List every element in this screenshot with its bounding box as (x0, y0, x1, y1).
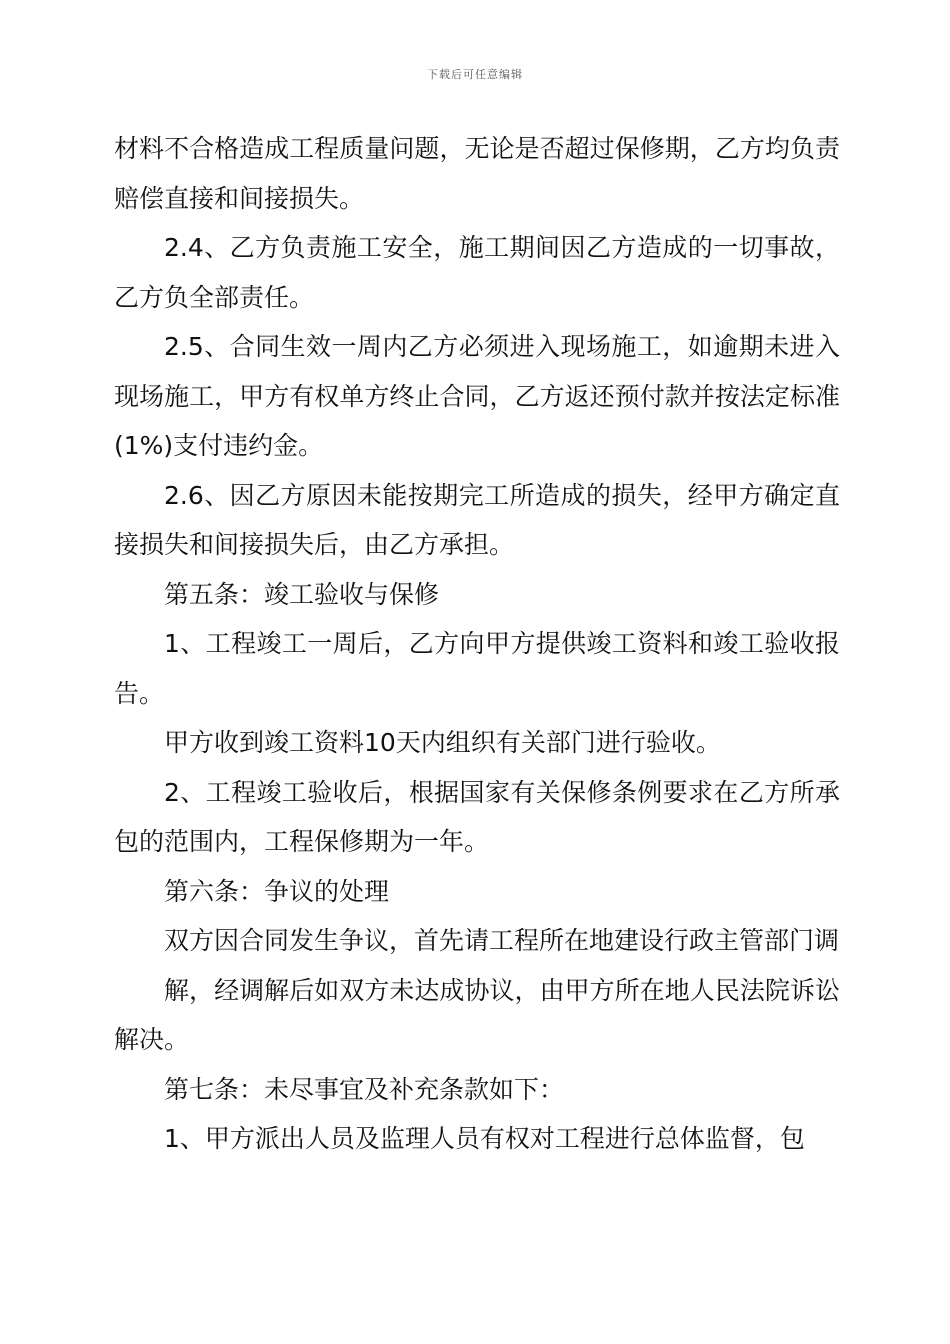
article-5-heading: 第五条：竣工验收与保修 (164, 579, 440, 609)
clause-2-6: 2.6、因乙方原因未能按期完工所造成的损失，经甲方确定直接损失和间接损失后，由乙方承担。 (114, 480, 840, 559)
article-7-item-1: 1、甲方派出人员及监理人员有权对工程进行总体监督，包 (164, 1124, 805, 1153)
page-header: 下载后可任意编辑 (427, 68, 523, 81)
paragraph: 甲方收到竣工资料10天内组织有关部门进行验收。 (164, 728, 721, 757)
article-6-heading: 第六条：争议的处理 (164, 876, 390, 906)
article-5-item-2: 2、工程竣工验收后，根据国家有关保修条例要求在乙方所承包的范围内，工程保修期为一年。 (114, 777, 840, 856)
article-5-item-1: 1、工程竣工一周后，乙方向甲方提供竣工资料和竣工验收报告。 (114, 629, 840, 708)
clause-2-5: 2.5、合同生效一周内乙方必须进入现场施工，如逾期未进入现场施工，甲方有权单方终止合同，乙方返还预付款并按法定标准(1%)支付违约金。 (114, 332, 840, 460)
article-7-heading: 第七条：未尽事宜及补充条款如下： (164, 1074, 565, 1104)
clause-2-4: 2.4、乙方负责施工安全，施工期间因乙方造成的一切事故，乙方负全部责任。 (114, 233, 840, 312)
paragraph: 材料不合格造成工程质量问题，无论是否超过保修期，乙方均负责赔偿直接和间接损失。 (114, 134, 840, 213)
document-body (114, 124, 840, 1164)
paragraph: 双方因合同发生争议，首先请工程所在地建设行政主管部门调 (164, 926, 840, 955)
paragraph: 解，经调解后如双方未达成协议，由甲方所在地人民法院诉讼解决。 (114, 975, 840, 1054)
